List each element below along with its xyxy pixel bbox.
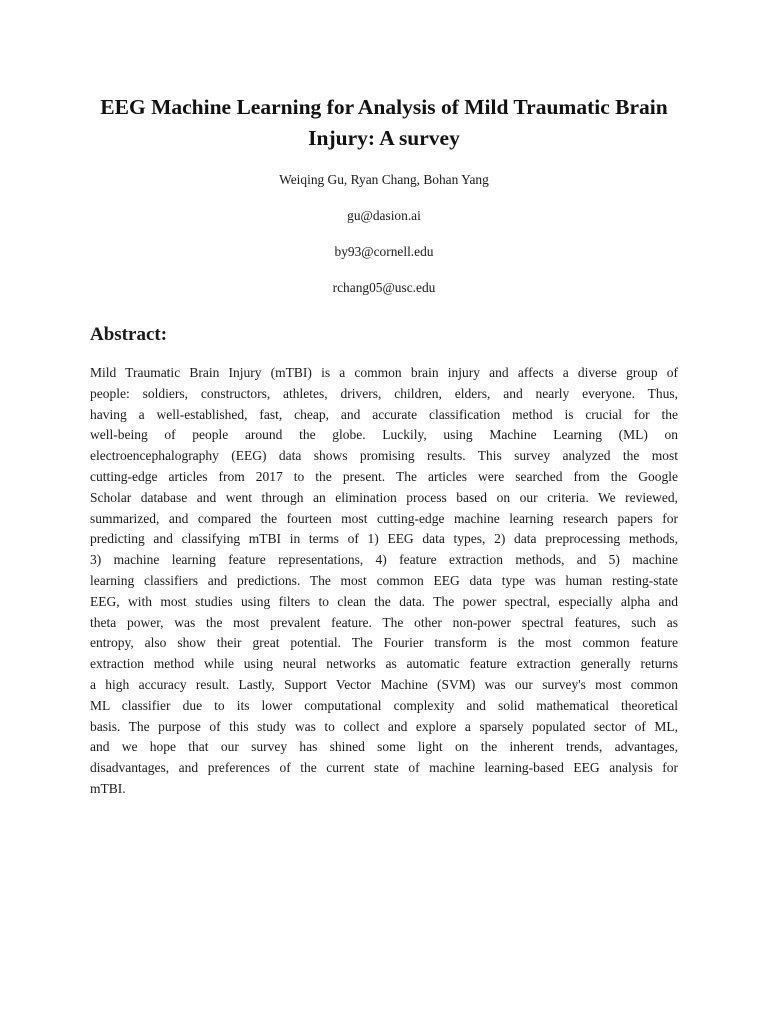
abstract-line: learning classifiers and predictions. The most common EEG data type was human resting-state	[90, 572, 678, 588]
abstract-line: predicting and classifying mTBI in terms of 1) EEG data types, 2) data preprocessing methods,	[90, 531, 678, 547]
abstract-line: entropy, also show their great potential. The Fourier transform is the most common feature	[90, 635, 678, 651]
author-email: rchang05@usc.edu	[332, 280, 436, 295]
abstract-line: theta power, was the most prevalent feature. The other non-power spectral features, such as	[90, 614, 678, 630]
abstract-line: ML classifier due to its lower computational complexity and solid mathematical theoretical	[90, 697, 678, 713]
abstract-line: mTBI.	[90, 780, 126, 796]
abstract-line: and we hope that our survey has shined some light on the inherent trends, advantages,	[90, 739, 678, 755]
abstract-line: basis. The purpose of this study was to collect and explore a sparsely populated sector of ML,	[90, 718, 678, 734]
author-email: by93@cornell.edu	[334, 244, 434, 259]
abstract-line: a high accuracy result. Lastly, Support Vector Machine (SVM) was our survey's most common	[90, 676, 678, 692]
abstract-line: cutting-edge articles from 2017 to the present. The articles were searched from the Google	[90, 468, 678, 484]
abstract-line: extraction method while using neural networks as automatic feature extraction generally returns	[90, 656, 678, 672]
abstract-line: Scholar database and went through an elimination process based on our criteria. We reviewed,	[90, 489, 678, 505]
abstract-body	[90, 363, 678, 800]
abstract-line: electroencephalography (EEG) data shows promising results. This survey analyzed the most	[90, 448, 678, 464]
abstract-heading: Abstract:	[90, 324, 168, 345]
abstract-line: Mild Traumatic Brain Injury (mTBI) is a common brain injury and affects a diverse group of	[90, 365, 678, 380]
author-list: Weiqing Gu, Ryan Chang, Bohan Yang	[279, 172, 489, 187]
abstract-line: 3) machine learning feature representations, 4) feature extraction methods, and 5) machine	[90, 552, 678, 568]
abstract-line: EEG, with most studies using filters to clean the data. The power spectral, especially alpha and	[90, 593, 678, 609]
author-email: gu@dasion.ai	[347, 208, 421, 223]
abstract-line: people: soldiers, constructors, athletes, drivers, children, elders, and nearly everyone. Thus,	[90, 385, 678, 401]
paper-title: EEG Machine Learning for Analysis of Mild Traumatic Brain Injury: A survey	[100, 95, 668, 150]
abstract-line: disadvantages, and preferences of the current state of machine learning-based EEG analysis for	[90, 760, 678, 776]
abstract-line: well-being of people around the globe. Luckily, using Machine Learning (ML) on	[90, 427, 678, 443]
abstract-line: having a well-established, fast, cheap, and accurate classification method is crucial for the	[90, 406, 678, 422]
abstract-line: summarized, and compared the fourteen most cutting-edge machine learning research papers for	[90, 510, 678, 526]
